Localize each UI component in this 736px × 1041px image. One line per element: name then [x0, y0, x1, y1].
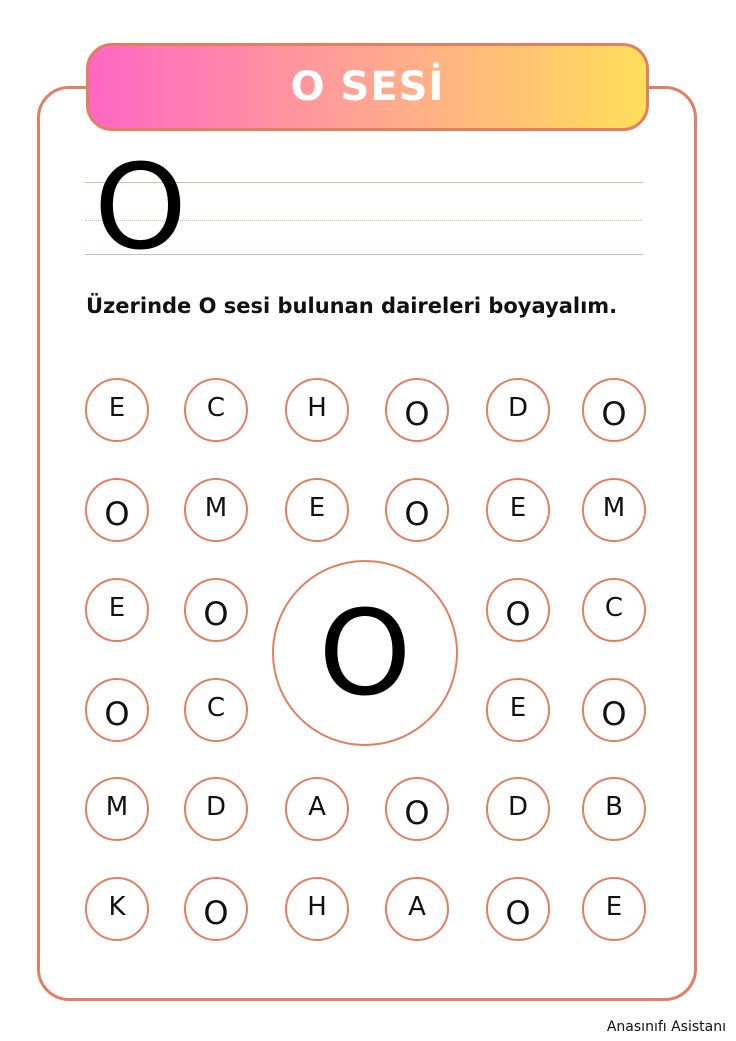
- circle-letter: H: [307, 892, 327, 922]
- circle-letter: A: [408, 892, 426, 922]
- circle-letter: O: [601, 395, 627, 433]
- circle-letter: D: [205, 792, 227, 822]
- letter-circle-b[interactable]: [582, 777, 646, 841]
- letter-circle-c[interactable]: [184, 378, 248, 442]
- letter-circle-e[interactable]: [85, 378, 149, 442]
- letter-circle-o[interactable]: [184, 578, 248, 642]
- circle-letter: C: [206, 693, 226, 723]
- letter-circle-e[interactable]: [85, 578, 149, 642]
- circle-letter: M: [204, 493, 228, 523]
- letter-circle-o[interactable]: [184, 877, 248, 941]
- circle-letter: B: [605, 792, 623, 822]
- letter-circle-m[interactable]: [85, 777, 149, 841]
- letter-circle-o[interactable]: [385, 777, 449, 841]
- circle-letter: D: [507, 393, 529, 423]
- letter-circle-o[interactable]: [85, 478, 149, 542]
- circle-letter: H: [307, 393, 327, 423]
- letter-circle-d[interactable]: [486, 777, 550, 841]
- letter-circle-h[interactable]: [285, 877, 349, 941]
- letter-circle-e[interactable]: [582, 877, 646, 941]
- page-title: O SESİ: [290, 64, 445, 110]
- circle-letter: K: [108, 892, 126, 922]
- letter-circle-o[interactable]: [486, 877, 550, 941]
- letter-circle-o[interactable]: [486, 578, 550, 642]
- letter-circle-o[interactable]: [582, 678, 646, 742]
- circle-letter: O: [505, 595, 531, 633]
- circle-letter: E: [108, 593, 126, 623]
- letter-circle-o[interactable]: [385, 378, 449, 442]
- circle-letter: O: [505, 894, 531, 932]
- circle-letter: E: [605, 892, 623, 922]
- circle-letter: C: [604, 593, 624, 623]
- letter-circle-o[interactable]: [385, 478, 449, 542]
- circle-letter: C: [206, 393, 226, 423]
- letter-circle-d[interactable]: [184, 777, 248, 841]
- letter-circle-d[interactable]: [486, 378, 550, 442]
- letter-circle-c[interactable]: [184, 678, 248, 742]
- letter-circle-h[interactable]: [285, 378, 349, 442]
- letter-circle-c[interactable]: [582, 578, 646, 642]
- circle-letter: O: [404, 794, 430, 832]
- circle-letter: E: [509, 693, 527, 723]
- circle-letter: E: [308, 493, 326, 523]
- circle-letter: A: [308, 792, 326, 822]
- letter-circle-k[interactable]: [85, 877, 149, 941]
- circle-letter: E: [509, 493, 527, 523]
- circle-letter: O: [203, 595, 229, 633]
- letter-circle-m[interactable]: [582, 478, 646, 542]
- letter-circle-e[interactable]: [486, 678, 550, 742]
- circle-letter: O: [104, 695, 130, 733]
- circle-letter: E: [108, 393, 126, 423]
- center-circle: [272, 560, 458, 746]
- circle-letter: O: [404, 495, 430, 533]
- letter-circle-e[interactable]: [285, 478, 349, 542]
- circle-letter: M: [602, 493, 626, 523]
- footer-credit: Anasınıfı Asistanı: [606, 1019, 726, 1035]
- circle-letter: D: [507, 792, 529, 822]
- model-letter: O: [94, 138, 187, 276]
- circle-letter: O: [404, 395, 430, 433]
- circle-letter: O: [104, 495, 130, 533]
- letter-circle-o[interactable]: [85, 678, 149, 742]
- letter-circle-o[interactable]: [582, 378, 646, 442]
- letter-circle-m[interactable]: [184, 478, 248, 542]
- circle-letter: O: [601, 695, 627, 733]
- title-banner: [86, 43, 649, 131]
- letter-circle-a[interactable]: [285, 777, 349, 841]
- letter-circle-a[interactable]: [385, 877, 449, 941]
- instruction-text: Üzerinde O sesi bulunan daireleri boyayalım.: [86, 294, 618, 318]
- center-letter: O: [318, 584, 412, 722]
- letter-circle-e[interactable]: [486, 478, 550, 542]
- circle-letter: M: [105, 792, 129, 822]
- circle-letter: O: [203, 894, 229, 932]
